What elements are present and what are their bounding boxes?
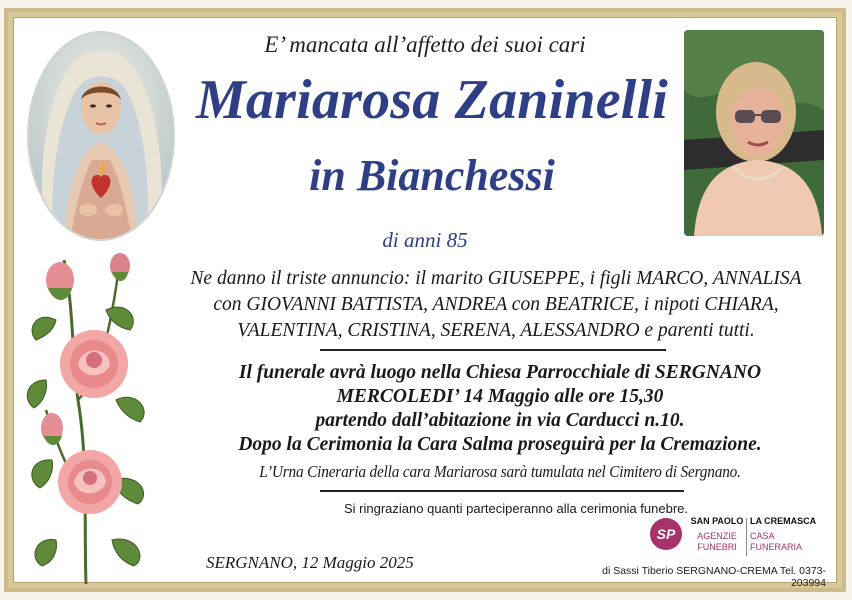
divider — [320, 490, 684, 492]
funeral-line: MERCOLEDI’ 14 Maggio alle ore 15,30 — [336, 386, 664, 407]
funeral-line: partendo dall’abitazione in via Carducci n.10. — [315, 410, 685, 431]
madonna-image — [26, 30, 176, 242]
urn-line: L’Urna Cineraria della cara Mariarosa sarà tumulata nel Cimitero di Sergnano. — [259, 462, 741, 481]
agency-la-cremasca — [750, 516, 826, 553]
place-date: SERGNANO, 12 Maggio 2025 — [206, 553, 414, 572]
announcement-paragraph — [176, 266, 816, 344]
agency-separator — [746, 518, 747, 556]
agency-subtitle: FUNEBRI — [697, 542, 737, 552]
agency-contact: di Sassi Tiberio SERGNANO-CREMA Tel. 0373-203994 — [602, 565, 826, 589]
funeral-line: Il funerale avrà luogo nella Chiesa Parrocchiale di SERGNANO — [238, 362, 762, 383]
roses-illustration — [16, 240, 176, 584]
portrait-photo — [684, 30, 824, 236]
agency-subtitle: AGENZIE — [697, 531, 737, 541]
announcement-line: VALENTINA, CRISTINA, SERENA, ALESSANDRO e parenti tutti. — [237, 320, 755, 341]
age-line: di anni 85 — [382, 228, 468, 252]
agency-badge-icon: SP — [650, 518, 682, 550]
thanks-line: Si ringraziano quanti parteciperanno alla cerimonia funebre. — [344, 501, 688, 516]
married-name: in Bianchessi — [309, 151, 555, 200]
agency-name: LA CREMASCA — [750, 516, 817, 526]
headline: E’ mancata all’affetto dei suoi cari — [264, 32, 586, 57]
agency-name: SAN PAOLO — [690, 516, 744, 526]
funeral-line: Dopo la Cerimonia la Cara Salma proseguirà per la Cremazione. — [238, 434, 762, 455]
deceased-name: Mariarosa Zaninelli — [195, 69, 669, 131]
announcement-line: Ne danno il triste annuncio: il marito GIUSEPPE, i figli MARCO, ANNALISA — [190, 268, 802, 289]
agency-san-paolo — [688, 516, 746, 553]
agency-subtitle: CASA — [750, 531, 775, 541]
agency-subtitle: FUNERARIA — [750, 542, 803, 552]
announcement-line: con GIOVANNI BATTISTA, ANDREA con BEATRICE, i nipoti CHIARA, — [213, 294, 779, 315]
funeral-details — [190, 361, 810, 457]
agency-logo — [650, 516, 830, 562]
divider — [320, 349, 666, 351]
